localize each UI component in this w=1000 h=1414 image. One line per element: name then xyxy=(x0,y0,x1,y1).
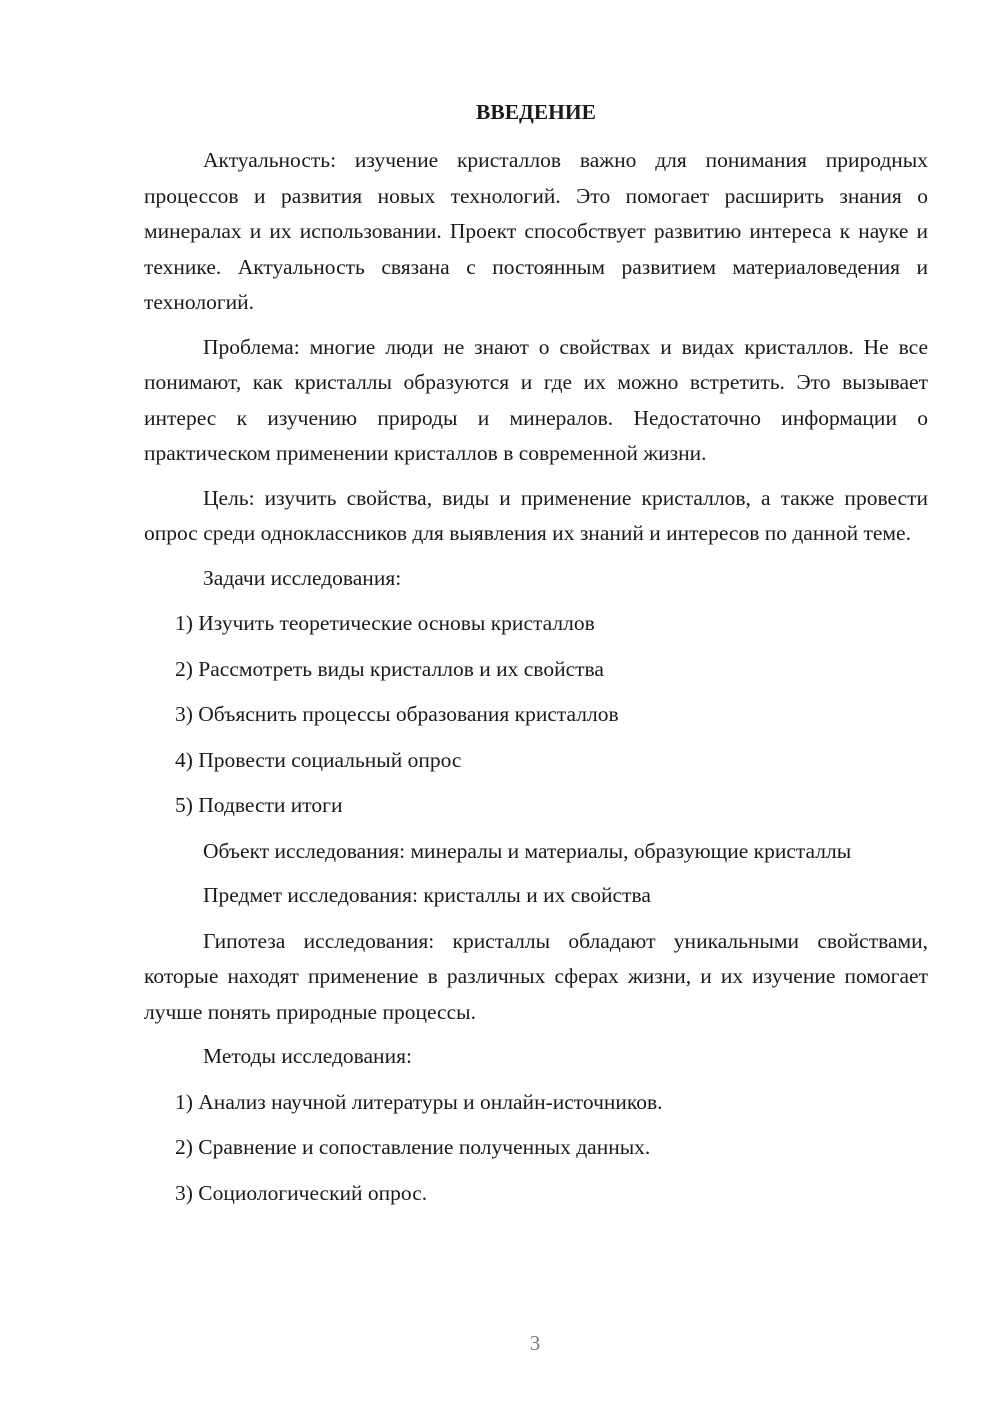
methods-heading: Методы исследования: xyxy=(203,1044,412,1068)
page-title: ВВЕДЕНИЕ xyxy=(476,100,596,124)
task-item: 3) Объяснить процессы образования кристаллов xyxy=(175,702,619,726)
method-item: 1) Анализ научной литературы и онлайн-источников. xyxy=(175,1089,663,1114)
problem-paragraph: Проблема: многие люди не знают о свойствах и видах кристаллов. Не все понимают, как кристаллы образуются и где их можно встретить. Это вызывает интерес к изучению природы и минералов. Недостаточно информации о практическом применении кристаллов в современной жизни. xyxy=(144,334,928,465)
method-item: 2) Сравнение и сопоставление полученных данных. xyxy=(175,1135,651,1159)
tasks-heading: Задачи исследования: xyxy=(203,565,402,590)
method-item: 3) Социологический опрос. xyxy=(175,1180,428,1205)
task-item: 2) Рассмотреть виды кристаллов и их свойства xyxy=(175,656,604,681)
document-page xyxy=(144,95,928,1221)
task-item: 1) Изучить теоретические основы кристаллов xyxy=(175,611,595,635)
object-paragraph: Объект исследования: минералы и материалы, образующие кристаллы xyxy=(203,838,852,863)
page-number: 3 xyxy=(529,1331,541,1355)
subject-paragraph: Предмет исследования: кристаллы и их свойства xyxy=(203,883,651,907)
task-item: 5) Подвести итоги xyxy=(175,793,343,817)
tasks-list xyxy=(144,606,928,824)
hypothesis-paragraph: Гипотеза исследования: кристаллы обладают уникальными свойствами, которые находят применение в различных сферах жизни, и их изучение помогает лучше понять природные процессы. xyxy=(144,928,928,1024)
task-item: 4) Провести социальный опрос xyxy=(175,747,462,772)
methods-list xyxy=(144,1085,928,1212)
relevance-paragraph: Актуальность: изучение кристаллов важно для понимания природных процессов и развития новых технологий. Это помогает расширить знания о минералах и их использовании. Проект способствует развитию интереса к науке и технике. Актуальность связана с постоянным развитием материаловедения и технологий. xyxy=(144,148,928,314)
goal-paragraph: Цель: изучить свойства, виды и применение кристаллов, а также провести опрос среди одноклассников для выявления их знаний и интересов по данной теме. xyxy=(144,485,928,545)
